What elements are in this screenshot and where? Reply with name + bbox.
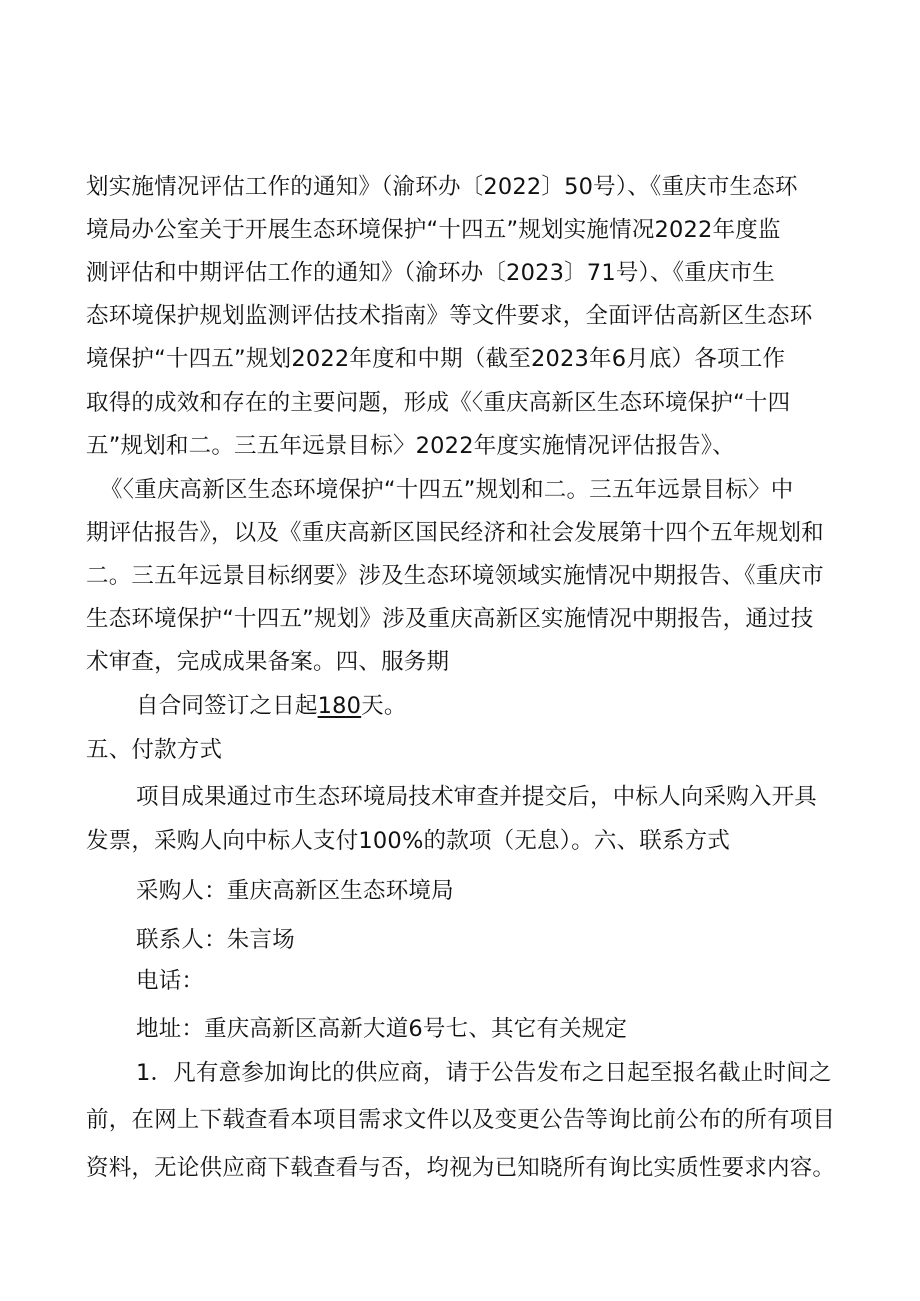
scope-line-5: 境保护“十四五”规划2022年度和中期（截至2023年6月底）各项工作 — [86, 346, 786, 372]
service-period-line — [136, 691, 920, 721]
rules-line-2: 前，在网上下载查看本项目需求文件以及变更公告等询比前公布的所有项目 — [86, 1107, 836, 1133]
scope-line-6: 取得的成效和存在的主要问题，形成《〈重庆高新区生态环境保护“十四 — [86, 390, 791, 416]
scope-line-7: 五”规划和二。三五年远景目标〉2022年度实施情况评估报告》、 — [86, 433, 735, 459]
scope-line-3: 测评估和中期评估工作的通知》（渝环办〔2023〕71号）、《重庆市生 — [86, 260, 775, 286]
scope-line-4: 态环境保护规划监测评估技术指南》等文件要求，全面评估高新区生态环 — [86, 303, 813, 329]
rules-line-1: 1．凡有意参加询比的供应商，请于公告发布之日起至报名截止时间之 — [136, 1060, 832, 1086]
service-period-prefix: 自合同签订之日起 — [136, 693, 318, 719]
contact-person: 联系人：朱言场 — [136, 927, 295, 953]
payment-line-2: 发票，采购人向中标人支付100%的款项（无息）。六、联系方式 — [86, 828, 731, 854]
scope-line-11: 生态环境保护“十四五”规划》涉及重庆高新区实施情况中期报告，通过技 — [86, 606, 814, 632]
contact-address: 地址：重庆高新区高新大道6号七、其它有关规定 — [136, 1016, 628, 1042]
payment-heading: 五、付款方式 — [86, 737, 223, 763]
scope-line-1: 划实施情况评估工作的通知》（渝环办〔2022〕50号）、《重庆市生态环 — [86, 174, 798, 200]
contact-phone: 电话： — [136, 968, 205, 994]
scope-line-8: 《〈重庆高新区生态环境保护“十四五”规划和二。三五年远景目标〉中 — [100, 477, 794, 503]
scope-line-2: 境局办公室关于开展生态环境保护“十四五”规划实施情况2022年度监 — [86, 217, 781, 243]
service-period-days: 180 — [317, 693, 362, 719]
contact-purchaser: 采购人：重庆高新区生态环境局 — [136, 878, 454, 904]
service-period-suffix: 天。 — [361, 693, 407, 719]
rules-line-3: 资料，无论供应商下载查看与否，均视为已知晓所有询比实质性要求内容。 — [86, 1155, 836, 1181]
scope-line-12: 术审查，完成成果备案。四、服务期 — [86, 649, 450, 675]
scope-line-9: 期评估报告》，以及《重庆高新区国民经济和社会发展第十四个五年规划和 — [86, 520, 824, 546]
payment-line-1: 项目成果通过市生态环境局技术审查并提交后，中标人向采购入开具 — [136, 784, 818, 810]
scope-line-10: 二。三五年远景目标纲要》涉及生态环境领域实施情况中期报告、《重庆市 — [86, 563, 824, 589]
